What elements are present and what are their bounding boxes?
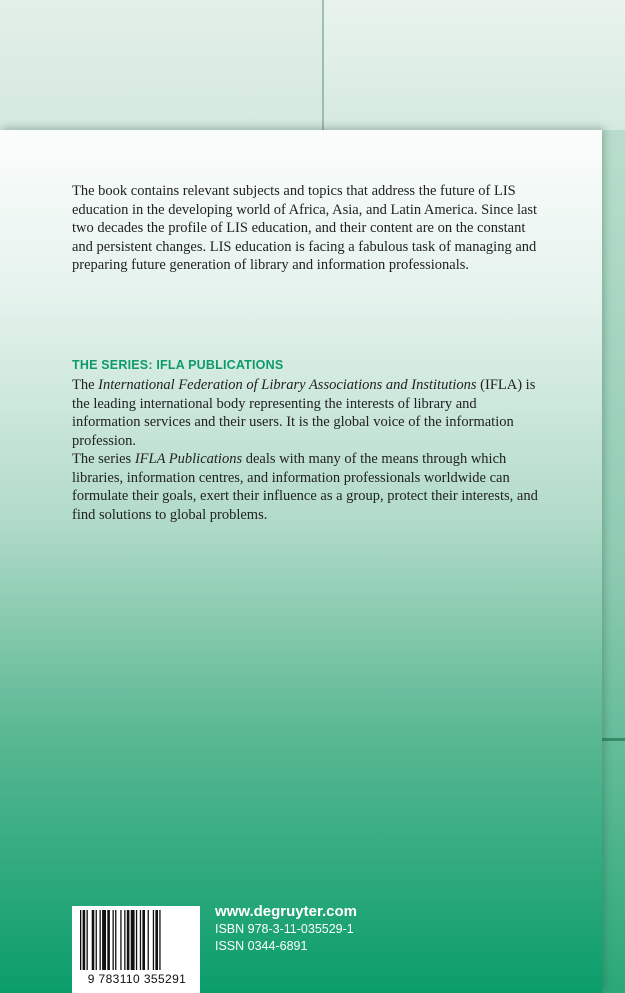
- barcode-digits: 9 783110 355291: [87, 972, 187, 986]
- publisher-url: www.degruyter.com: [215, 903, 357, 920]
- series-p1-prefix: The: [72, 377, 99, 393]
- book-description: [72, 182, 542, 275]
- description-paragraph: The book contains relevant subjects and topics that address the future of LIS education in the developing world of Africa, Asia, and Latin America. Since last two decades the profile of LIS education, and their content are on the constant and persistent changes. LIS education is facing a fabulous task of managing and preparing future generation of library and information professionals.: [72, 183, 538, 273]
- series-p2-suffix: deals with many of the means through which libraries, information centres, and information professionals worldwide can formulate their goals, exert their influence as a group, protect their interests, and find solutions to global problems.: [72, 451, 538, 523]
- background-panel-right: [324, 0, 625, 130]
- issn-number: ISSN 0344-6891: [215, 939, 308, 953]
- barcode-bars-icon: [78, 910, 194, 972]
- series-p2-prefix: The series: [72, 451, 135, 467]
- ifla-full-name: International Federation of Library Associations and Institutions: [98, 377, 477, 393]
- series-paragraph-publications: [72, 450, 542, 524]
- isbn-number: ISBN 978-3-11-035529-1: [215, 922, 354, 936]
- series-p1-suffix: (IFLA) is the leading international body representing the interests of library and information services and their users. It is the global voice of the information profession.: [72, 377, 536, 449]
- series-paragraph-ifla: [72, 376, 542, 450]
- background-panel-edge: [602, 130, 625, 993]
- series-heading: THE SERIES: IFLA PUBLICATIONS: [72, 358, 284, 372]
- series-name: IFLA Publications: [134, 451, 243, 467]
- background-panel-left: [0, 0, 324, 130]
- barcode: [72, 906, 200, 993]
- panel-divider-line: [602, 738, 625, 741]
- series-description: [72, 376, 542, 524]
